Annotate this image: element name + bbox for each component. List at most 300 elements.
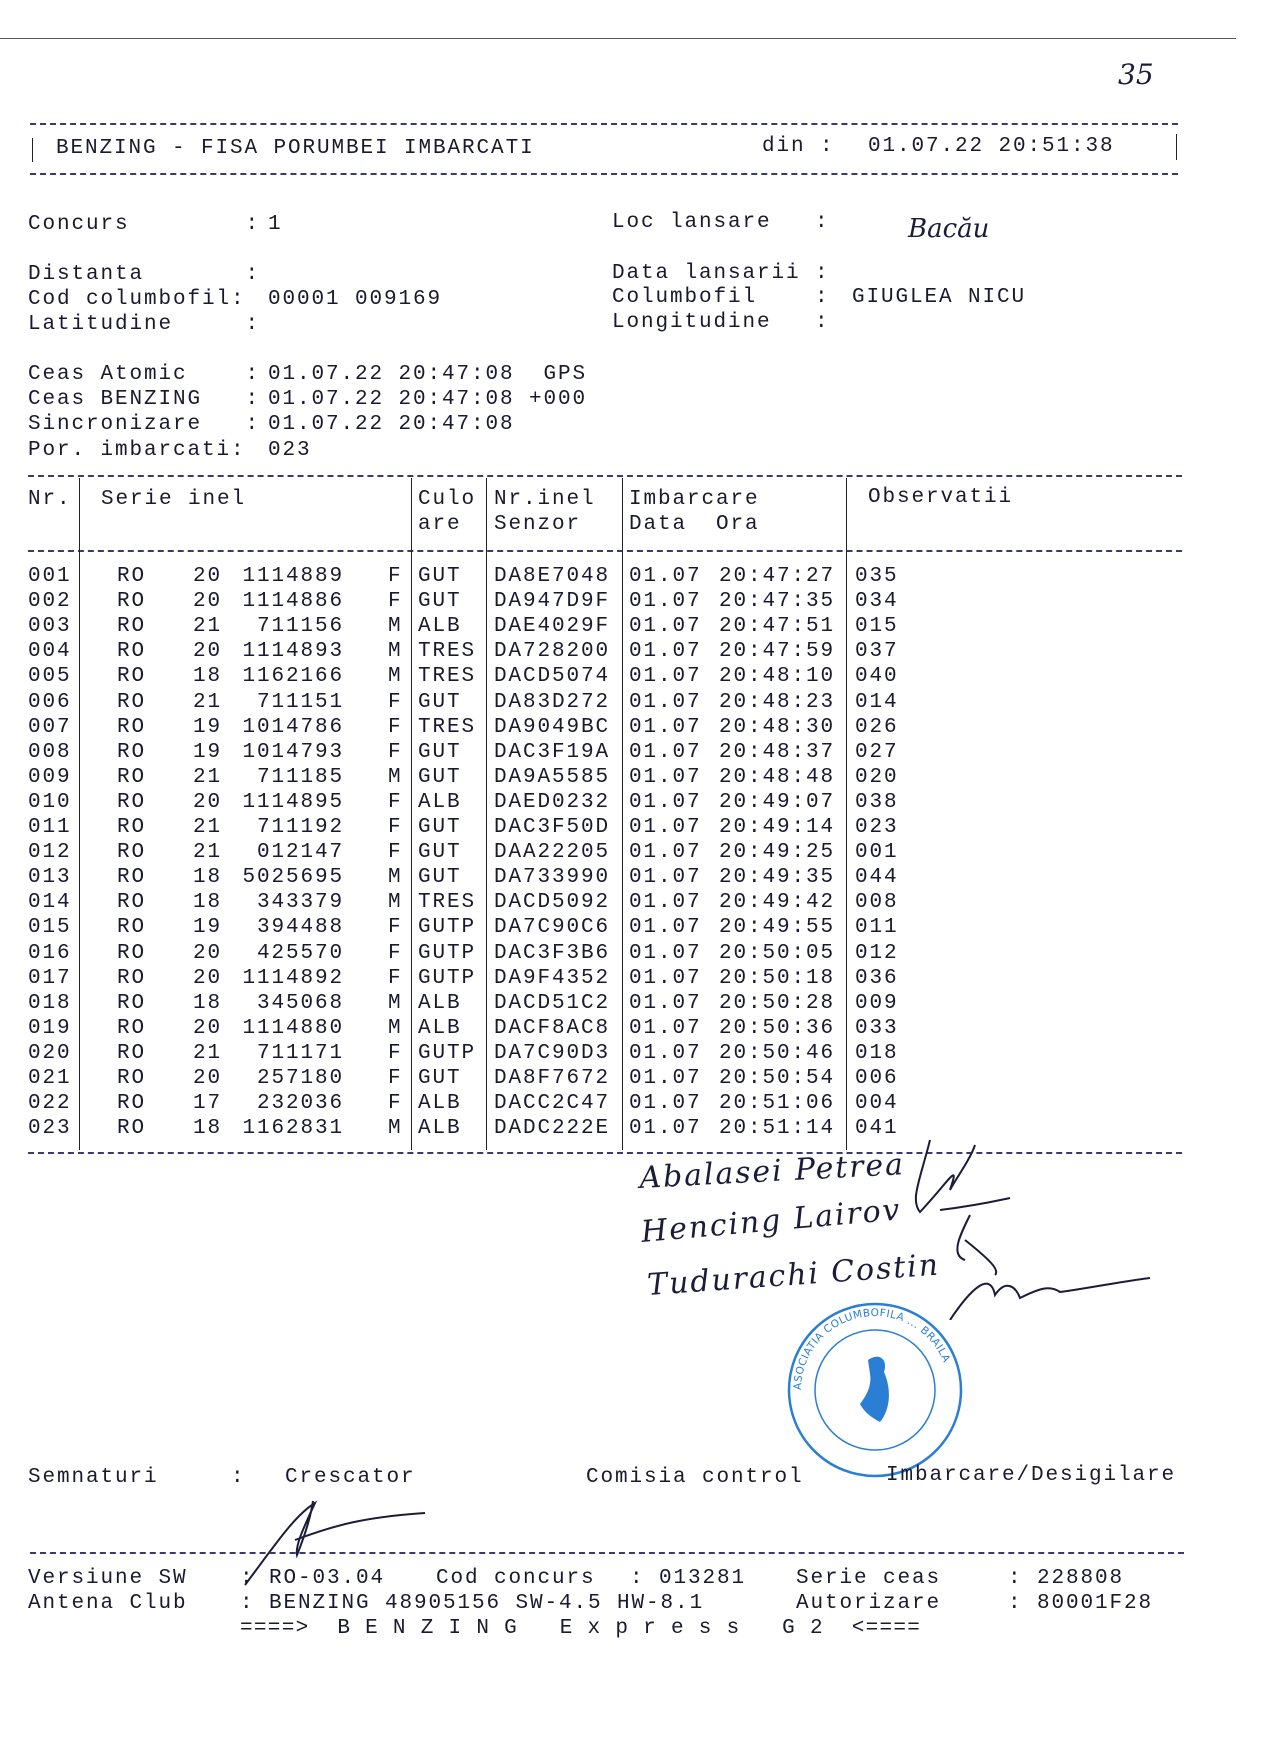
row-ring-number: 1114895 [242, 790, 344, 814]
row-sensor-id: DA9A5585 [494, 765, 611, 789]
row-color: GUT [418, 765, 462, 789]
row-sex: M [388, 1016, 403, 1040]
row-date: 01.07 [629, 690, 702, 714]
sincronizare-label: Sincronizare : [28, 413, 261, 436]
row-color: GUT [418, 841, 462, 865]
row-time: 20:49:35 [719, 866, 836, 890]
header-bottom-border [30, 173, 1178, 175]
antena-club-label: Antena Club [28, 1592, 188, 1615]
table-row [0, 716, 1276, 741]
row-date: 01.07 [629, 715, 702, 739]
din-value: 01.07.22 20:51:38 [868, 135, 1115, 158]
table-row [0, 791, 1276, 816]
row-year: 21 [193, 816, 223, 839]
row-color: GUTP [418, 916, 477, 940]
row-date: 01.07 [629, 1016, 702, 1040]
signature-3: Tudurachi Costin [646, 1247, 941, 1303]
row-sex: F [388, 715, 403, 739]
row-sex: F [388, 790, 403, 814]
row-date: 01.07 [629, 665, 702, 689]
row-date: 01.07 [629, 1041, 702, 1065]
row-ring-number: 711156 [256, 615, 344, 639]
row-country: RO [117, 1016, 147, 1040]
row-ring-number: 343379 [256, 891, 344, 915]
row-time: 20:47:51 [719, 615, 836, 639]
row-time: 20:49:42 [719, 891, 836, 915]
porumbei-imbarcati-label: Por. imbarcati: [28, 439, 246, 462]
row-ring-number: 1114892 [242, 966, 344, 990]
row-sensor-id: DA733990 [494, 866, 611, 890]
row-color: ALB [418, 991, 462, 1015]
row-year: 19 [193, 916, 223, 940]
table-row [0, 916, 1276, 941]
row-country: RO [117, 765, 147, 789]
row-date: 01.07 [629, 841, 702, 865]
row-nr: 002 [28, 590, 72, 614]
table-row [0, 1092, 1276, 1117]
row-year: 20 [193, 640, 223, 664]
row-ring-number: 1114893 [242, 640, 344, 664]
row-date: 01.07 [629, 640, 702, 664]
cod-columbofil-value: 00001 009169 [268, 288, 443, 311]
row-country: RO [117, 891, 147, 915]
table-row [0, 942, 1276, 967]
header-culoare-1: Culo [418, 488, 477, 511]
row-nr: 022 [28, 1092, 72, 1116]
row-observatii: 020 [855, 765, 899, 789]
row-year: 20 [193, 590, 223, 614]
row-sex: M [388, 665, 403, 689]
row-sensor-id: DA728200 [494, 640, 611, 664]
table-row [0, 565, 1276, 590]
row-nr: 003 [28, 615, 72, 639]
row-observatii: 035 [855, 565, 899, 588]
row-country: RO [117, 790, 147, 814]
row-country: RO [117, 991, 147, 1015]
stamp-text: ASOCIATIA COLUMBOFILA ... BRAILA [791, 1306, 953, 1391]
row-nr: 012 [28, 841, 72, 865]
row-date: 01.07 [629, 1092, 702, 1116]
row-sensor-id: DACC2C47 [494, 1092, 611, 1116]
row-time: 20:48:23 [719, 690, 836, 714]
row-color: GUT [418, 690, 462, 714]
row-observatii: 041 [855, 1117, 899, 1141]
row-date: 01.07 [629, 765, 702, 789]
row-time: 20:50:18 [719, 966, 836, 990]
row-ring-number: 5025695 [242, 866, 344, 890]
row-time: 20:47:35 [719, 590, 836, 614]
row-color: ALB [418, 1092, 462, 1116]
row-year: 18 [193, 866, 223, 890]
row-observatii: 009 [855, 991, 899, 1015]
row-sex: M [388, 866, 403, 890]
row-nr: 011 [28, 816, 72, 839]
row-ring-number: 232036 [256, 1092, 344, 1116]
table-row [0, 841, 1276, 866]
row-color: GUTP [418, 941, 477, 965]
columbofil-value: GIUGLEA NICU [852, 286, 1027, 309]
row-year: 18 [193, 891, 223, 915]
row-nr: 017 [28, 966, 72, 990]
row-year: 20 [193, 790, 223, 814]
row-nr: 007 [28, 715, 72, 739]
row-ring-number: 1114886 [242, 590, 344, 614]
row-nr: 016 [28, 941, 72, 965]
row-year: 21 [193, 615, 223, 639]
page-number: 35 [1118, 58, 1154, 91]
row-observatii: 004 [855, 1092, 899, 1116]
row-observatii: 008 [855, 891, 899, 915]
serie-ceas-value: : 228808 [1008, 1567, 1125, 1590]
table-row [0, 866, 1276, 891]
row-date: 01.07 [629, 590, 702, 614]
row-year: 20 [193, 1067, 223, 1090]
row-observatii: 027 [855, 740, 899, 764]
row-sex: F [388, 966, 403, 990]
autorizare-label: Autorizare [796, 1592, 942, 1615]
row-date: 01.07 [629, 866, 702, 890]
table-row [0, 816, 1276, 841]
row-date: 01.07 [629, 565, 702, 588]
row-ring-number: 1014793 [242, 740, 344, 764]
ceas-atomic-value: 01.07.22 20:47:08 GPS [268, 363, 588, 386]
latitudine-label: Latitudine : [28, 313, 261, 336]
row-sensor-id: DA7C90C6 [494, 916, 611, 940]
row-sensor-id: DAC3F50D [494, 816, 611, 839]
row-nr: 013 [28, 866, 72, 890]
table-top-border [28, 475, 1182, 477]
row-ring-number: 711171 [256, 1041, 344, 1065]
table-row [0, 766, 1276, 791]
row-ring-number: 1162831 [242, 1117, 344, 1141]
ceas-atomic-label: Ceas Atomic : [28, 363, 261, 386]
table-row [0, 967, 1276, 992]
row-year: 17 [193, 1092, 223, 1116]
row-ring-number: 1014786 [242, 715, 344, 739]
row-time: 20:50:46 [719, 1041, 836, 1065]
signature-2: Hencing Lairov [639, 1192, 903, 1250]
association-stamp [780, 1300, 970, 1480]
cod-columbofil-label: Cod columbofil: [28, 288, 246, 311]
row-time: 20:50:28 [719, 991, 836, 1015]
signature-scribble [957, 1215, 996, 1275]
row-sensor-id: DAA22205 [494, 841, 611, 865]
row-year: 18 [193, 665, 223, 689]
header-observatii: Observatii [868, 486, 1014, 509]
row-date: 01.07 [629, 816, 702, 839]
table-row [0, 665, 1276, 690]
row-year: 19 [193, 740, 223, 764]
footer-separator [30, 1552, 1184, 1554]
row-year: 20 [193, 1016, 223, 1040]
row-time: 20:47:27 [719, 565, 836, 588]
row-color: GUT [418, 590, 462, 614]
row-country: RO [117, 1041, 147, 1065]
signature-scribble [916, 1140, 1010, 1212]
porumbei-imbarcati-value: 023 [268, 439, 312, 462]
header-nr-inel-1: Nr.inel [494, 488, 596, 511]
table-row [0, 615, 1276, 640]
row-sex: F [388, 941, 403, 965]
row-observatii: 034 [855, 590, 899, 614]
distanta-label: Distanta : [28, 263, 261, 286]
committee-signatures [620, 1120, 1160, 1320]
row-color: TRES [418, 715, 477, 739]
row-date: 01.07 [629, 941, 702, 965]
row-observatii: 044 [855, 866, 899, 890]
row-ring-number: 345068 [256, 991, 344, 1015]
row-year: 18 [193, 991, 223, 1015]
concurs-value: 1 [268, 213, 283, 236]
loc-lansare-value: Bacău [908, 214, 990, 244]
serie-ceas-label: Serie ceas [796, 1567, 942, 1590]
semnaturi-label: Semnaturi : [28, 1466, 246, 1489]
row-observatii: 037 [855, 640, 899, 664]
row-time: 20:49:07 [719, 790, 836, 814]
row-sensor-id: DAED0232 [494, 790, 611, 814]
row-year: 18 [193, 1117, 223, 1141]
comisia-control-label: Comisia control [586, 1466, 804, 1489]
row-observatii: 006 [855, 1067, 899, 1090]
row-ring-number: 1162166 [242, 665, 344, 689]
row-year: 20 [193, 565, 223, 588]
row-sensor-id: DAC3F19A [494, 740, 611, 764]
row-ring-number: 711151 [256, 690, 344, 714]
document-title: BENZING - FISA PORUMBEI IMBARCATI [56, 137, 535, 160]
row-country: RO [117, 1067, 147, 1090]
row-nr: 015 [28, 916, 72, 940]
row-country: RO [117, 715, 147, 739]
row-time: 20:51:14 [719, 1117, 836, 1141]
row-color: GUT [418, 740, 462, 764]
crescator-label: Crescator [285, 1466, 416, 1489]
row-date: 01.07 [629, 891, 702, 915]
top-rule [0, 38, 1236, 39]
row-year: 20 [193, 941, 223, 965]
row-ring-number: 1114880 [242, 1016, 344, 1040]
imbarcare-desigilare-label: Imbarcare/Desigilare [886, 1464, 1177, 1487]
row-color: GUT [418, 866, 462, 890]
row-date: 01.07 [629, 790, 702, 814]
row-observatii: 026 [855, 715, 899, 739]
header-nr-inel-2: Senzor [494, 513, 582, 536]
row-sensor-id: DA9F4352 [494, 966, 611, 990]
row-ring-number: 257180 [256, 1067, 344, 1090]
row-ring-number: 394488 [256, 916, 344, 940]
row-observatii: 033 [855, 1016, 899, 1040]
row-sex: F [388, 841, 403, 865]
row-nr: 019 [28, 1016, 72, 1040]
signature-scribble [950, 1278, 1150, 1320]
row-country: RO [117, 740, 147, 764]
row-ring-number: 711185 [256, 765, 344, 789]
antena-club-value: : BENZING 48905156 SW-4.5 HW-8.1 [240, 1592, 705, 1615]
row-nr: 006 [28, 690, 72, 714]
row-color: GUTP [418, 966, 477, 990]
row-date: 01.07 [629, 1117, 702, 1141]
row-sensor-id: DA8F7672 [494, 1067, 611, 1090]
row-country: RO [117, 1117, 147, 1141]
row-time: 20:50:54 [719, 1067, 836, 1090]
row-sensor-id: DACD5092 [494, 891, 611, 915]
row-sensor-id: DADC222E [494, 1117, 611, 1141]
header-top-border [30, 123, 1178, 125]
cod-concurs-label: Cod concurs [436, 1567, 596, 1590]
row-ring-number: 711192 [256, 816, 344, 839]
row-nr: 018 [28, 991, 72, 1015]
row-time: 20:50:36 [719, 1016, 836, 1040]
loc-lansare-label: Loc lansare : [612, 211, 830, 234]
row-time: 20:48:48 [719, 765, 836, 789]
row-color: ALB [418, 790, 462, 814]
row-nr: 020 [28, 1041, 72, 1065]
row-observatii: 014 [855, 690, 899, 714]
row-country: RO [117, 590, 147, 614]
row-color: GUT [418, 1067, 462, 1090]
row-sex: M [388, 991, 403, 1015]
ceas-benzing-value: 01.07.22 20:47:08 +000 [268, 388, 588, 411]
table-row [0, 741, 1276, 766]
row-country: RO [117, 565, 147, 588]
row-country: RO [117, 640, 147, 664]
concurs-label: Concurs : [28, 213, 261, 236]
row-color: ALB [418, 1117, 462, 1141]
row-nr: 014 [28, 891, 72, 915]
row-sensor-id: DA7C90D3 [494, 1041, 611, 1065]
row-observatii: 036 [855, 966, 899, 990]
row-time: 20:47:59 [719, 640, 836, 664]
row-year: 20 [193, 966, 223, 990]
row-country: RO [117, 966, 147, 990]
row-time: 20:49:55 [719, 916, 836, 940]
row-sensor-id: DA947D9F [494, 590, 611, 614]
row-sex: F [388, 740, 403, 764]
row-color: TRES [418, 891, 477, 915]
row-country: RO [117, 866, 147, 890]
row-sensor-id: DA8E7048 [494, 565, 611, 588]
row-sex: M [388, 640, 403, 664]
benzing-express-banner: ====> B E N Z I N G E x p r e s s G 2 <==== [240, 1617, 922, 1640]
row-nr: 021 [28, 1067, 72, 1090]
row-observatii: 012 [855, 941, 899, 965]
row-sex: F [388, 816, 403, 839]
row-sex: M [388, 1117, 403, 1141]
table-row [0, 992, 1276, 1017]
row-observatii: 040 [855, 665, 899, 689]
row-ring-number: 1114889 [242, 565, 344, 588]
table-header-separator [28, 550, 1182, 552]
row-year: 21 [193, 1041, 223, 1065]
row-sensor-id: DACD51C2 [494, 991, 611, 1015]
row-observatii: 018 [855, 1041, 899, 1065]
row-date: 01.07 [629, 740, 702, 764]
row-color: ALB [418, 1016, 462, 1040]
row-nr: 009 [28, 765, 72, 789]
row-observatii: 015 [855, 615, 899, 639]
table-row [0, 891, 1276, 916]
row-date: 01.07 [629, 1067, 702, 1090]
table-row [0, 1067, 1276, 1092]
signature-1: Abalasei Petrea [638, 1147, 906, 1196]
table-row [0, 1042, 1276, 1067]
row-year: 19 [193, 715, 223, 739]
row-sensor-id: DA83D272 [494, 690, 611, 714]
row-time: 20:48:37 [719, 740, 836, 764]
row-country: RO [117, 690, 147, 714]
table-row [0, 640, 1276, 665]
row-sex: F [388, 1092, 403, 1116]
row-observatii: 011 [855, 916, 899, 940]
row-date: 01.07 [629, 615, 702, 639]
row-sex: M [388, 615, 403, 639]
header-right-border [1176, 134, 1177, 160]
data-lansarii-label: Data lansarii : [612, 262, 830, 285]
cod-concurs-value: : 013281 [630, 1567, 747, 1590]
ceas-benzing-label: Ceas BENZING : [28, 388, 261, 411]
row-nr: 005 [28, 665, 72, 689]
row-date: 01.07 [629, 966, 702, 990]
row-sex: F [388, 690, 403, 714]
row-sex: F [388, 1067, 403, 1090]
row-nr: 023 [28, 1117, 72, 1141]
longitudine-label: Longitudine : [612, 311, 830, 334]
header-imbarcare-2: Data Ora [629, 513, 760, 536]
versiune-sw-value: : RO-03.04 [240, 1567, 386, 1590]
row-time: 20:48:10 [719, 665, 836, 689]
row-sensor-id: DACF8AC8 [494, 1016, 611, 1040]
pigeon-icon [860, 1357, 889, 1422]
row-observatii: 001 [855, 841, 899, 865]
sincronizare-value: 01.07.22 20:47:08 [268, 413, 515, 436]
row-color: ALB [418, 615, 462, 639]
header-imbarcare-1: Imbarcare [629, 488, 760, 511]
row-sensor-id: DA9049BC [494, 715, 611, 739]
row-year: 21 [193, 841, 223, 865]
row-color: GUTP [418, 1041, 477, 1065]
row-date: 01.07 [629, 991, 702, 1015]
row-year: 21 [193, 765, 223, 789]
versiune-sw-label: Versiune SW [28, 1567, 188, 1590]
row-sensor-id: DACD5074 [494, 665, 611, 689]
header-left-border [32, 138, 33, 162]
row-ring-number: 012147 [256, 841, 344, 865]
row-time: 20:49:25 [719, 841, 836, 865]
row-sensor-id: DAC3F3B6 [494, 941, 611, 965]
row-year: 21 [193, 690, 223, 714]
row-country: RO [117, 916, 147, 940]
row-ring-number: 425570 [256, 941, 344, 965]
row-nr: 001 [28, 565, 72, 588]
table-row [0, 590, 1276, 615]
din-label: din : [762, 135, 835, 158]
row-sex: M [388, 891, 403, 915]
row-sensor-id: DAE4029F [494, 615, 611, 639]
row-time: 20:49:14 [719, 816, 836, 839]
row-sex: F [388, 1041, 403, 1065]
row-color: TRES [418, 665, 477, 689]
row-nr: 010 [28, 790, 72, 814]
row-country: RO [117, 841, 147, 865]
columbofil-label: Columbofil : [612, 286, 830, 309]
row-country: RO [117, 615, 147, 639]
row-observatii: 038 [855, 790, 899, 814]
row-sex: F [388, 590, 403, 614]
row-time: 20:48:30 [719, 715, 836, 739]
row-time: 20:50:05 [719, 941, 836, 965]
table-row [0, 1017, 1276, 1042]
row-sex: F [388, 916, 403, 940]
header-serie-inel: Serie inel [101, 488, 247, 511]
